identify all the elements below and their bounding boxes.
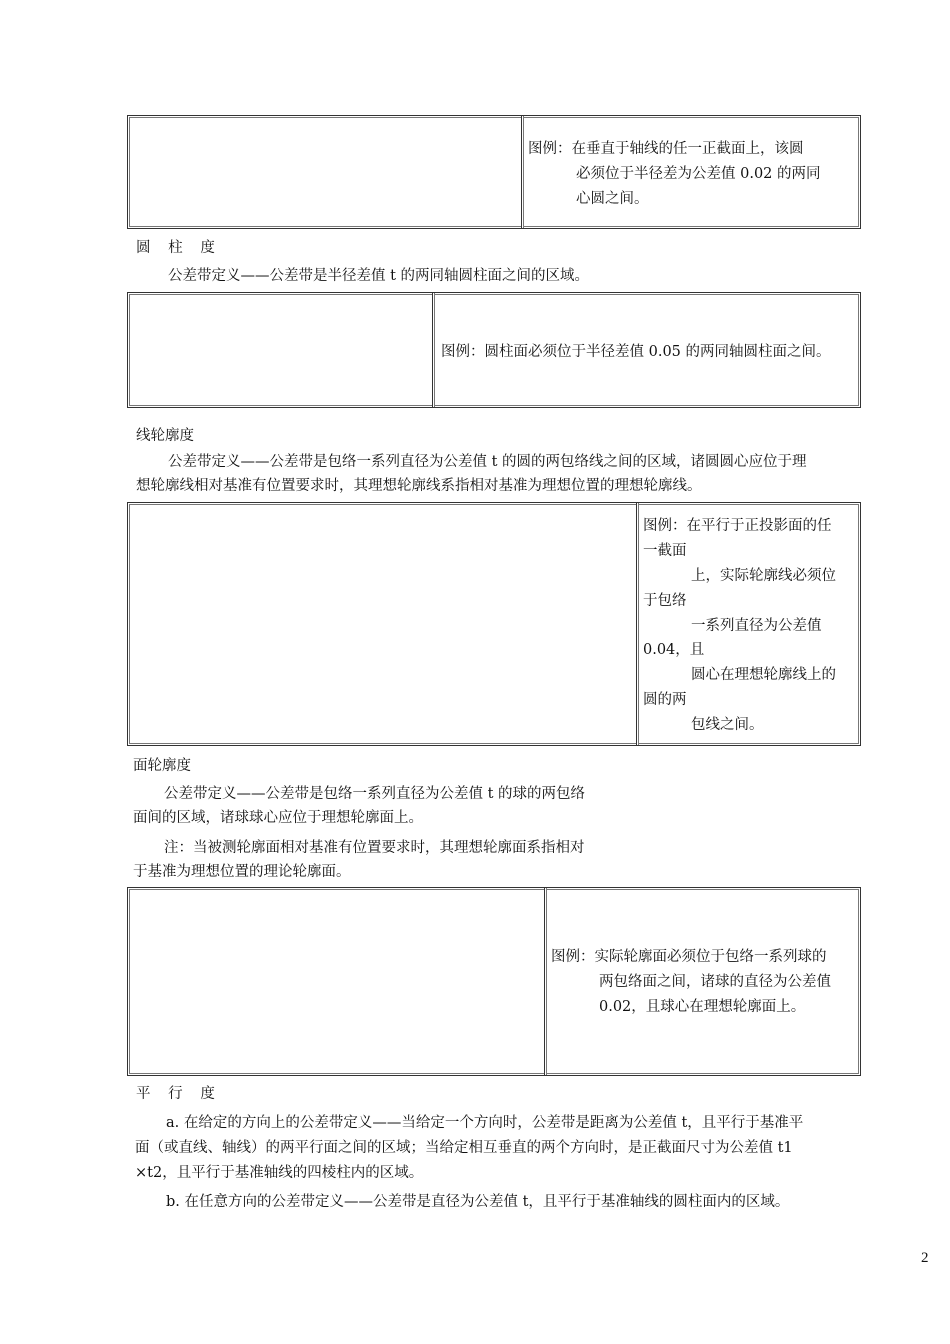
surface-profile-heading: 面轮廓度 (133, 758, 191, 774)
line-profile-note-line-9: 包线之间。 (691, 717, 764, 733)
line-profile-note-line-2: 一截面 (643, 543, 687, 559)
parallelism-item-a-line-1: a. 在给定的方向上的公差带定义——当给定一个方向时，公差带是距离为公差值 t，且平行于基准平 (166, 1115, 804, 1131)
line-profile-note-line-8: 圆的两 (643, 692, 687, 708)
line-profile-note-line-7: 圆心在理想轮廓线上的 (691, 667, 836, 683)
surface-profile-definition-line-2: 面间的区域，诸球球心应位于理想轮廓面上。 (133, 810, 423, 826)
parallelism-item-a-line-3: ×t2，且平行于基准轴线的四棱柱内的区域。 (135, 1165, 424, 1181)
roundness-note-line-1: 图例：在垂直于轴线的任一正截面上，该圆 (528, 141, 804, 157)
surface-profile-remark-line-2: 于基准为理想位置的理论轮廓面。 (133, 864, 351, 880)
line-profile-figure-cell (128, 503, 636, 745)
cylindricity-heading: 圆 柱 度 (136, 240, 222, 256)
parallelism-item-a-line-2: 面（或直线、轴线）的两平行面之间的区域；当给定相互垂直的两个方向时，是正截面尺寸为公差值 t1 (135, 1140, 793, 1156)
cylindricity-figure-cell (128, 293, 432, 407)
line-profile-note-line-4: 于包络 (643, 593, 687, 609)
surface-profile-figure-cell (128, 888, 544, 1075)
line-profile-note-line-3: 上，实际轮廓线必须位 (691, 568, 836, 584)
line-profile-note-line-6: 0.04，且 (643, 642, 705, 658)
parallelism-item-b: b. 在任意方向的公差带定义——公差带是直径为公差值 t，且平行于基准轴线的圆柱面内的区域。 (166, 1194, 790, 1210)
surface-profile-note-line-2: 两包络面之间，诸球的直径为公差值 (599, 974, 831, 990)
cylindricity-definition: 公差带定义——公差带是半径差值 t 的两同轴圆柱面之间的区域。 (168, 268, 590, 284)
page-number: 2 (921, 1250, 929, 1266)
roundness-note-line-3: 心圆之间。 (576, 191, 649, 207)
surface-profile-note-line-3: 0.02，且球心在理想轮廓面上。 (599, 999, 806, 1015)
line-profile-heading: 线轮廓度 (136, 428, 194, 444)
line-profile-note-line-1: 图例：在平行于正投影面的任 (643, 518, 832, 534)
cylindricity-note: 图例：圆柱面必须位于半径差值 0.05 的两同轴圆柱面之间。 (441, 344, 831, 360)
surface-profile-remark-line-1: 注：当被测轮廓面相对基准有位置要求时，其理想轮廓面系指相对 (164, 840, 585, 856)
surface-profile-definition-line-1: 公差带定义——公差带是包络一系列直径为公差值 t 的球的两包络 (164, 786, 586, 802)
parallelism-heading: 平 行 度 (136, 1086, 222, 1102)
line-profile-definition-line-2: 想轮廓线相对基准有位置要求时，其理想轮廓线系指相对基准为理想位置的理想轮廓线。 (136, 478, 702, 494)
roundness-note-line-2: 必须位于半径差为公差值 0.02 的两同 (576, 166, 821, 182)
roundness-figure-cell (128, 116, 521, 228)
line-profile-note-line-5: 一系列直径为公差值 (691, 618, 822, 634)
surface-profile-note-line-1: 图例：实际轮廓面必须位于包络一系列球的 (551, 949, 827, 965)
line-profile-definition-line-1: 公差带定义——公差带是包络一系列直径为公差值 t 的圆的两包络线之间的区域，诸圆圆心应位于理 (168, 454, 807, 470)
